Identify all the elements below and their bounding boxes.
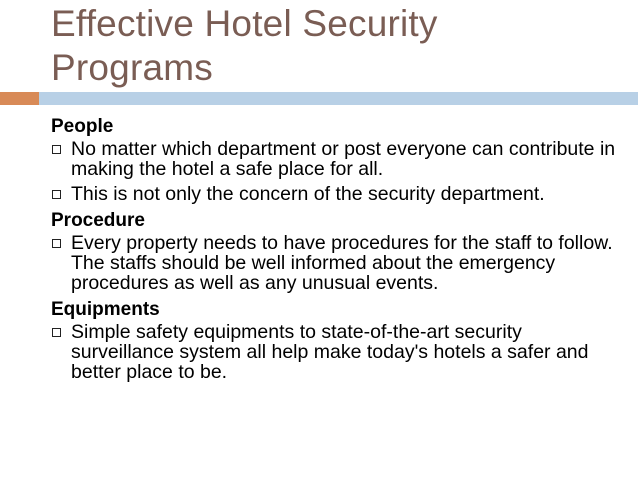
square-bullet-icon <box>52 328 61 337</box>
section-heading: People <box>51 116 114 137</box>
bullet-item <box>51 233 621 293</box>
title-line-1: Effective Hotel Security <box>51 3 438 44</box>
section-people <box>51 115 621 204</box>
accent-bar-orange <box>0 92 39 105</box>
accent-bar-blue <box>39 92 638 105</box>
square-bullet-icon <box>52 239 61 248</box>
square-bullet-icon <box>52 145 61 154</box>
title-line-2: Programs <box>51 47 213 88</box>
slide-content <box>51 115 621 387</box>
section-heading: Procedure <box>51 210 145 231</box>
square-bullet-icon <box>52 190 61 199</box>
bullet-text: This is not only the concern of the security department. <box>71 183 545 205</box>
section-heading: Equipments <box>51 299 160 320</box>
bullet-text: Every property needs to have procedures for the staff to follow. The staffs should be well informed about the emergency procedures as well as any unusual events. <box>71 232 613 294</box>
bullet-item <box>51 322 621 382</box>
bullet-text: No matter which department or post everyone can contribute in making the hotel a safe place for all. <box>71 138 616 180</box>
section-equipments <box>51 298 621 382</box>
slide-title <box>51 2 611 90</box>
bullet-item <box>51 139 621 179</box>
bullet-item <box>51 184 621 204</box>
bullet-text: Simple safety equipments to state-of-the-art security surveillance system all help make today's hotels a safer and better place to be. <box>71 321 589 383</box>
section-procedure <box>51 209 621 293</box>
